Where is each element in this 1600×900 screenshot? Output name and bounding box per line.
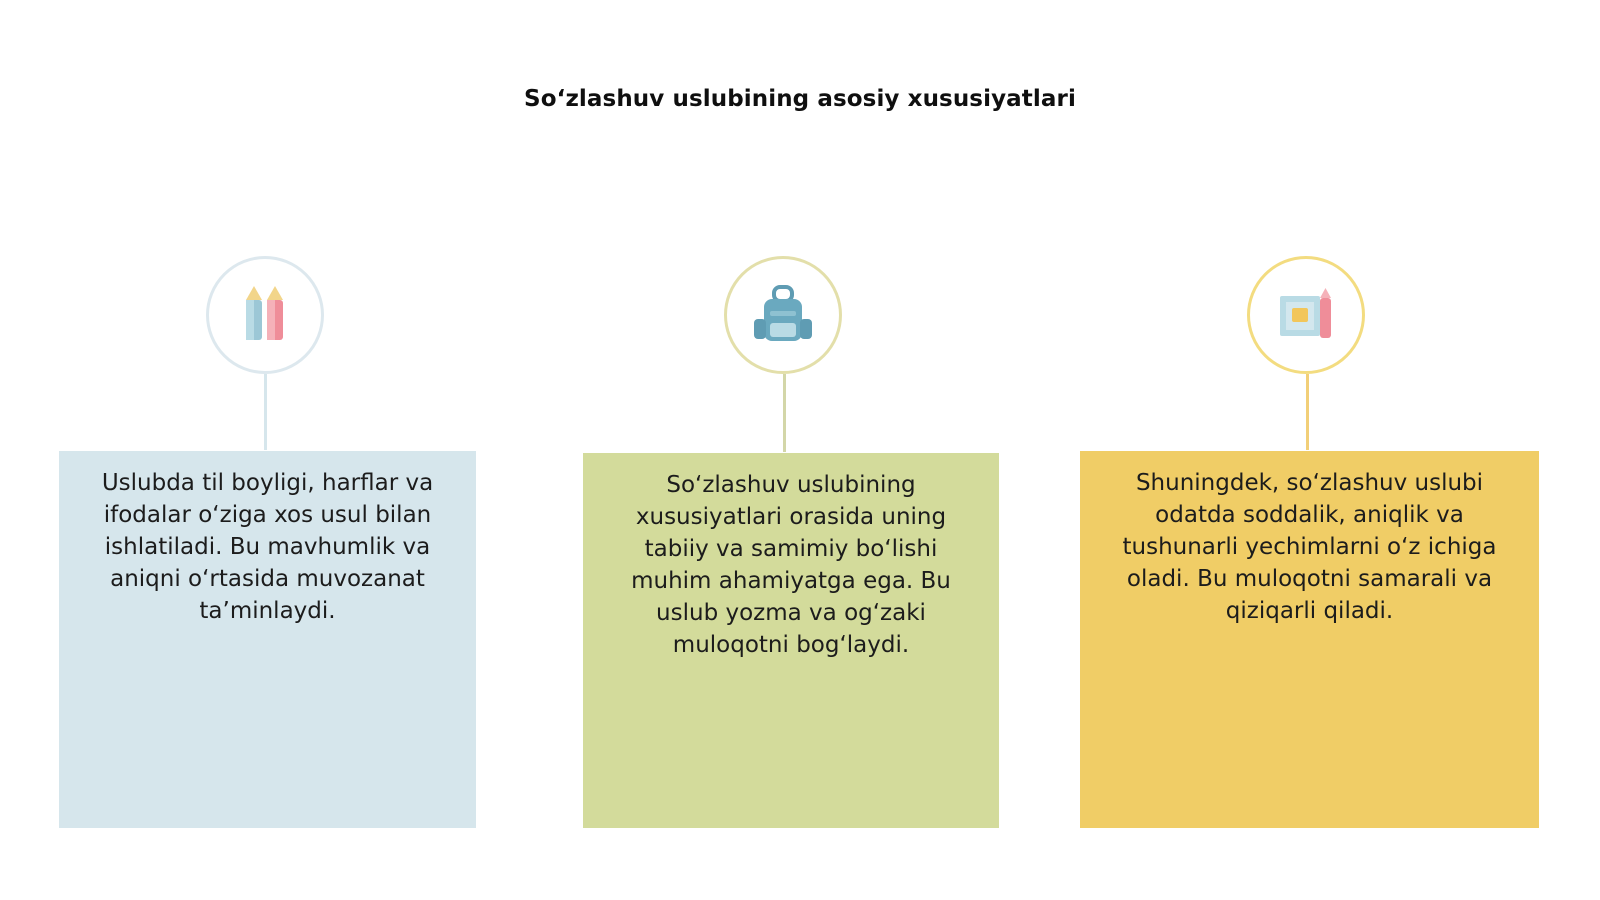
canvas-crayon-icon (1276, 286, 1336, 344)
feature-card-text: Uslubda til boyligi, harflar va ifodalar o‘ziga xos usul bilan ishlatiladi. Bu mavhumlik va aniqni o‘rtasida muvozanat ta’minlaydi. (101, 470, 434, 624)
connector-line-3 (1306, 374, 1309, 450)
feature-icon-circle-1 (206, 256, 324, 374)
backpack-icon (752, 285, 814, 345)
connector-line-1 (264, 374, 267, 450)
feature-icon-circle-3 (1247, 256, 1365, 374)
feature-card-2 (583, 453, 999, 828)
page-title: So‘zlashuv uslubining asosiy xususiyatlari (524, 86, 1076, 112)
pencils-icon (240, 284, 290, 346)
feature-card-1 (59, 451, 476, 828)
feature-icon-circle-2 (724, 256, 842, 374)
feature-card-text: Shuningdek, so‘zlashuv uslubi odatda soddalik, aniqlik va tushunarli yechimlarni o‘z ichiga oladi. Bu muloqotni samarali va qiziqarli qiladi. (1122, 470, 1497, 624)
feature-card-text: So‘zlashuv uslubining xususiyatlari orasida uning tabiiy va samimiy bo‘lishi muhim ahamiyatga ega. Bu uslub yozma va og‘zaki muloqotni bog‘laydi. (631, 472, 951, 658)
feature-card-3 (1080, 451, 1539, 828)
connector-line-2 (783, 374, 786, 452)
